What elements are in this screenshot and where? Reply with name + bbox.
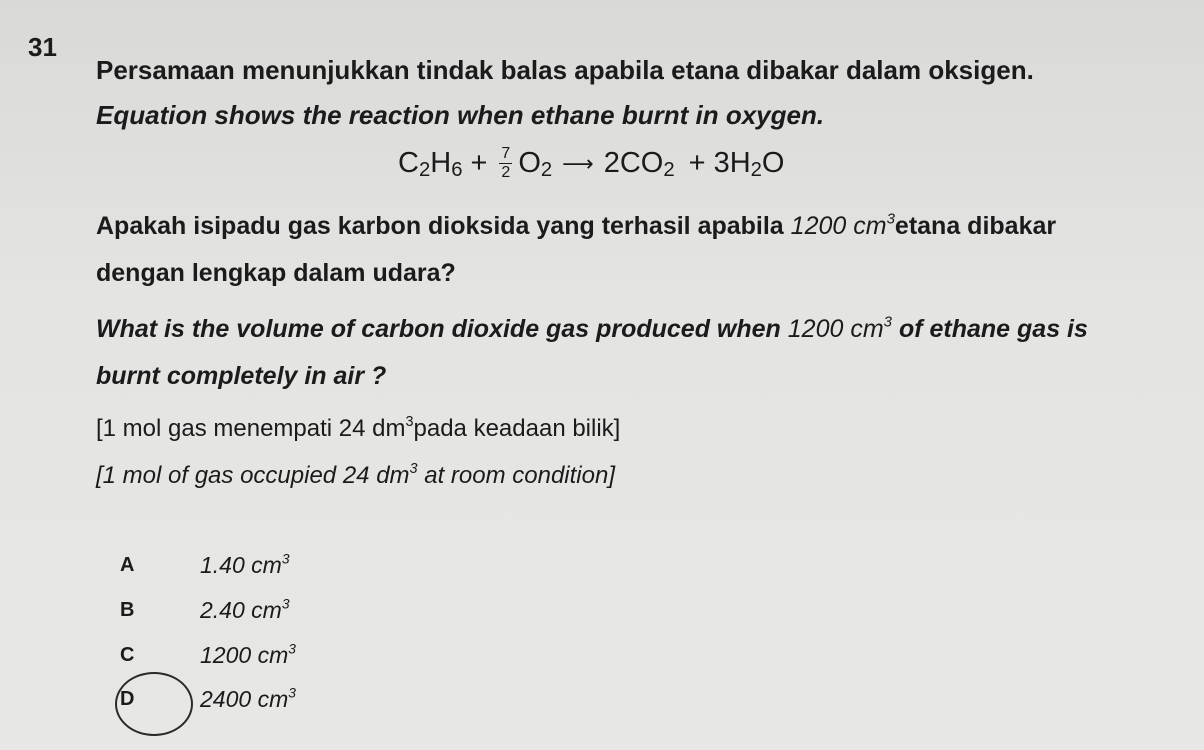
question-number: 31 (28, 32, 57, 62)
malay-question-line-1: Apakah isipadu gas karbon dioksida yang terhasil apabila 1200 $cm^3etana$ dibakar (96, 210, 1057, 240)
option-value: 2.40 $cm^3$ (200, 596, 290, 623)
malay-question-line-2: dengan lengkap dalam udara? (96, 259, 456, 287)
option-letter: C (120, 644, 135, 666)
ethane-formula: $C_2H_6$ (398, 147, 463, 182)
option-letter: A (120, 554, 135, 576)
option-letter: D (120, 688, 135, 710)
option-letter: B (120, 599, 135, 621)
reaction-arrow: ⟶ (562, 150, 594, 176)
english-statement: Equation shows the reaction when ethane burnt in oxygen. (96, 100, 825, 130)
option-a[interactable] (120, 552, 290, 579)
option-value: 1.40 $cm^3$ (200, 551, 290, 578)
carbon-dioxide-formula: $2CO_2$ (603, 147, 675, 182)
english-question-line-2: burnt completely in air ? (96, 362, 387, 390)
malay-molar-volume-note: [1 mol gas menempati 24 $dm^3pada$ keadaan bilik] (96, 413, 621, 442)
plus-sign: + (470, 147, 488, 179)
chemical-equation (398, 146, 784, 181)
oxygen-formula: $O_2$ (518, 147, 553, 182)
option-b[interactable] (120, 597, 290, 624)
water-formula: $3H_2O$ (713, 147, 785, 182)
handwritten-answer-circle (115, 672, 193, 736)
option-c[interactable] (120, 642, 296, 669)
option-value: 2400 $cm^3$ (200, 685, 296, 712)
english-molar-volume-note: [1 mol of gas occupied 24 $dm^3$ at room condition] (96, 460, 615, 489)
option-value: 1200 $cm^3$ (200, 641, 296, 668)
english-question-line-1: What is the volume of carbon dioxide gas produced when 1200 $cm^3$ of ethane gas is (96, 313, 1088, 343)
coefficient-fraction: $\frac{7}{2}$ (501, 145, 511, 181)
plus-sign: + (688, 147, 706, 179)
malay-statement: Persamaan menunjukkan tindak balas apabila etana dibakar dalam oksigen. (96, 55, 1034, 85)
